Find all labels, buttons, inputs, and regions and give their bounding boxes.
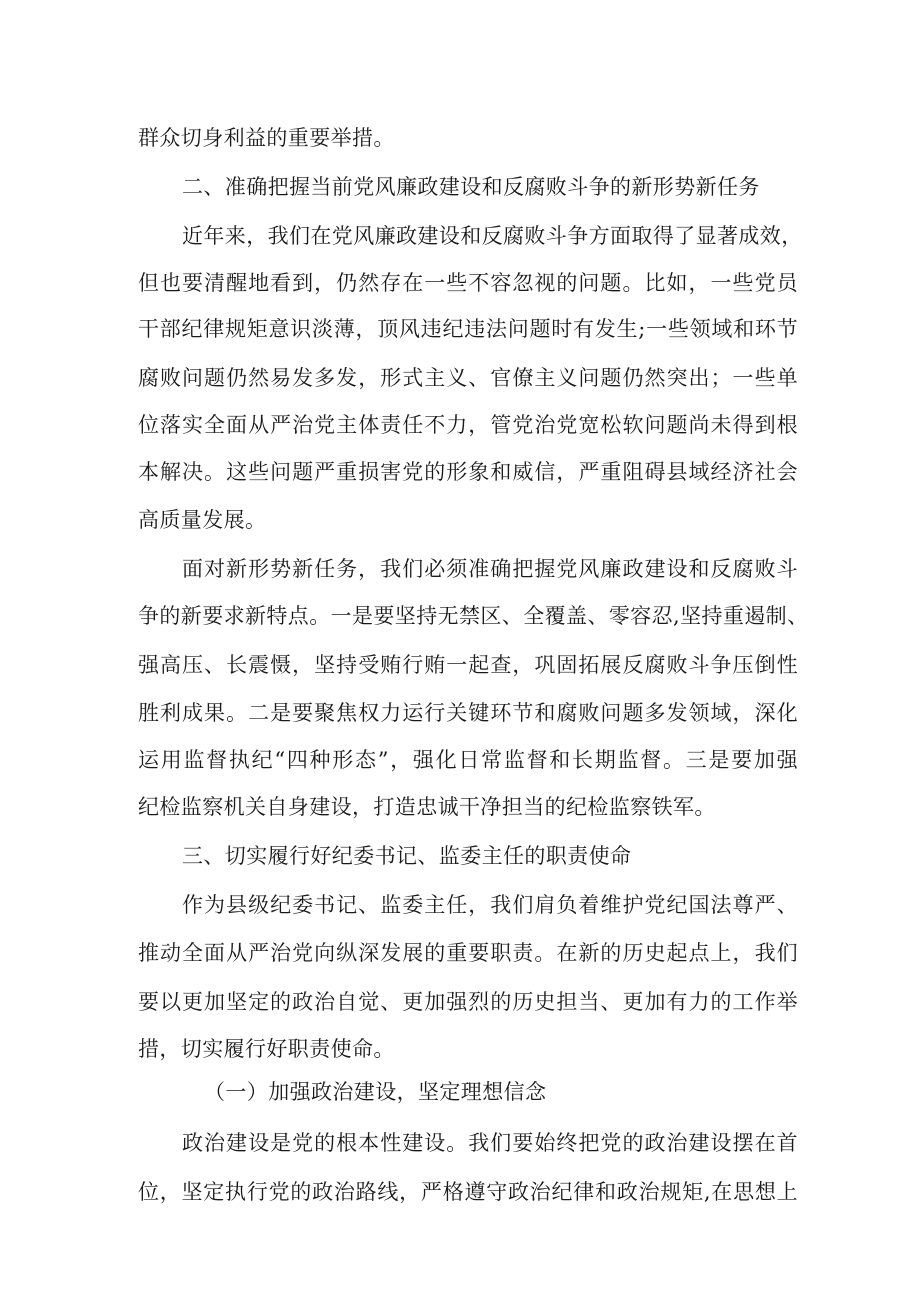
paragraph-line: 位，坚定执行党的政治路线，严格遵守政治纪律和政治规矩,在思想上 [138, 1180, 798, 1204]
paragraph-line: 面对新形势新任务，我们必须准确把握党风廉政建设和反腐败斗 [182, 557, 798, 581]
paragraph-line: 争的新要求新特点。一是要坚持无禁区、全覆盖、零容忍,坚持重遏制、 [138, 604, 809, 628]
paragraph-line: 腐败问题仍然易发多发，形式主义、官僚主义问题仍然突出；一些单 [138, 366, 798, 390]
paragraph-line: 推动全面从严治党向纵深发展的重要职责。在新的历史起点上，我们 [138, 941, 798, 965]
paragraph-line: 胜利成果。二是要聚焦权力运行关键环节和腐败问题多发领域，深化 [138, 701, 798, 725]
section-heading-3: 三、切实履行好纪委书记、监委主任的职责使命 [182, 844, 632, 868]
paragraph-line: 作为县级纪委书记、监委主任，我们肩负着维护党纪国法尊严、 [182, 893, 798, 917]
paragraph-line: 近年来，我们在党风廉政建设和反腐败斗争方面取得了显著成效， [182, 224, 803, 248]
subsection-heading-1: （一）加强政治建设，坚定理想信念 [204, 1080, 547, 1104]
paragraph-line: 运用监督执纪“四种形态”，强化日常监督和长期监督。三是要加强 [138, 748, 798, 772]
paragraph-line: 位落实全面从严治党主体责任不力，管党治党宽松软问题尚未得到根 [138, 413, 798, 437]
paragraph-line: 干部纪律规矩意识淡薄，顶风违纪违法问题时有发生;一些领域和环节 [138, 317, 798, 341]
paragraph-line: 强高压、长震慑，坚持受贿行贿一起查，巩固拓展反腐败斗争压倒性 [138, 653, 798, 677]
paragraph-line: 纪检监察机关自身建设，打造忠诚干净担当的纪检监察铁军。 [138, 795, 716, 819]
paragraph-line: 本解决。这些问题严重损害党的形象和威信，严重阻碍县域经济社会 [138, 460, 798, 484]
paragraph-line: 要以更加坚定的政治自觉、更加强烈的历史担当、更加有力的工作举 [138, 990, 798, 1014]
paragraph-line: 群众切身利益的重要举措。 [138, 126, 395, 150]
paragraph-line: 但也要清醒地看到，仍然存在一些不容忽视的问题。比如，一些党员 [138, 271, 798, 295]
paragraph-line: 措，切实履行好职责使命。 [138, 1037, 395, 1061]
paragraph-line: 高质量发展。 [138, 508, 267, 532]
section-heading-2: 二、准确把握当前党风廉政建设和反腐败斗争的新形势新任务 [182, 175, 760, 199]
paragraph-line: 政治建设是党的根本性建设。我们要始终把党的政治建设摆在首 [182, 1131, 798, 1155]
